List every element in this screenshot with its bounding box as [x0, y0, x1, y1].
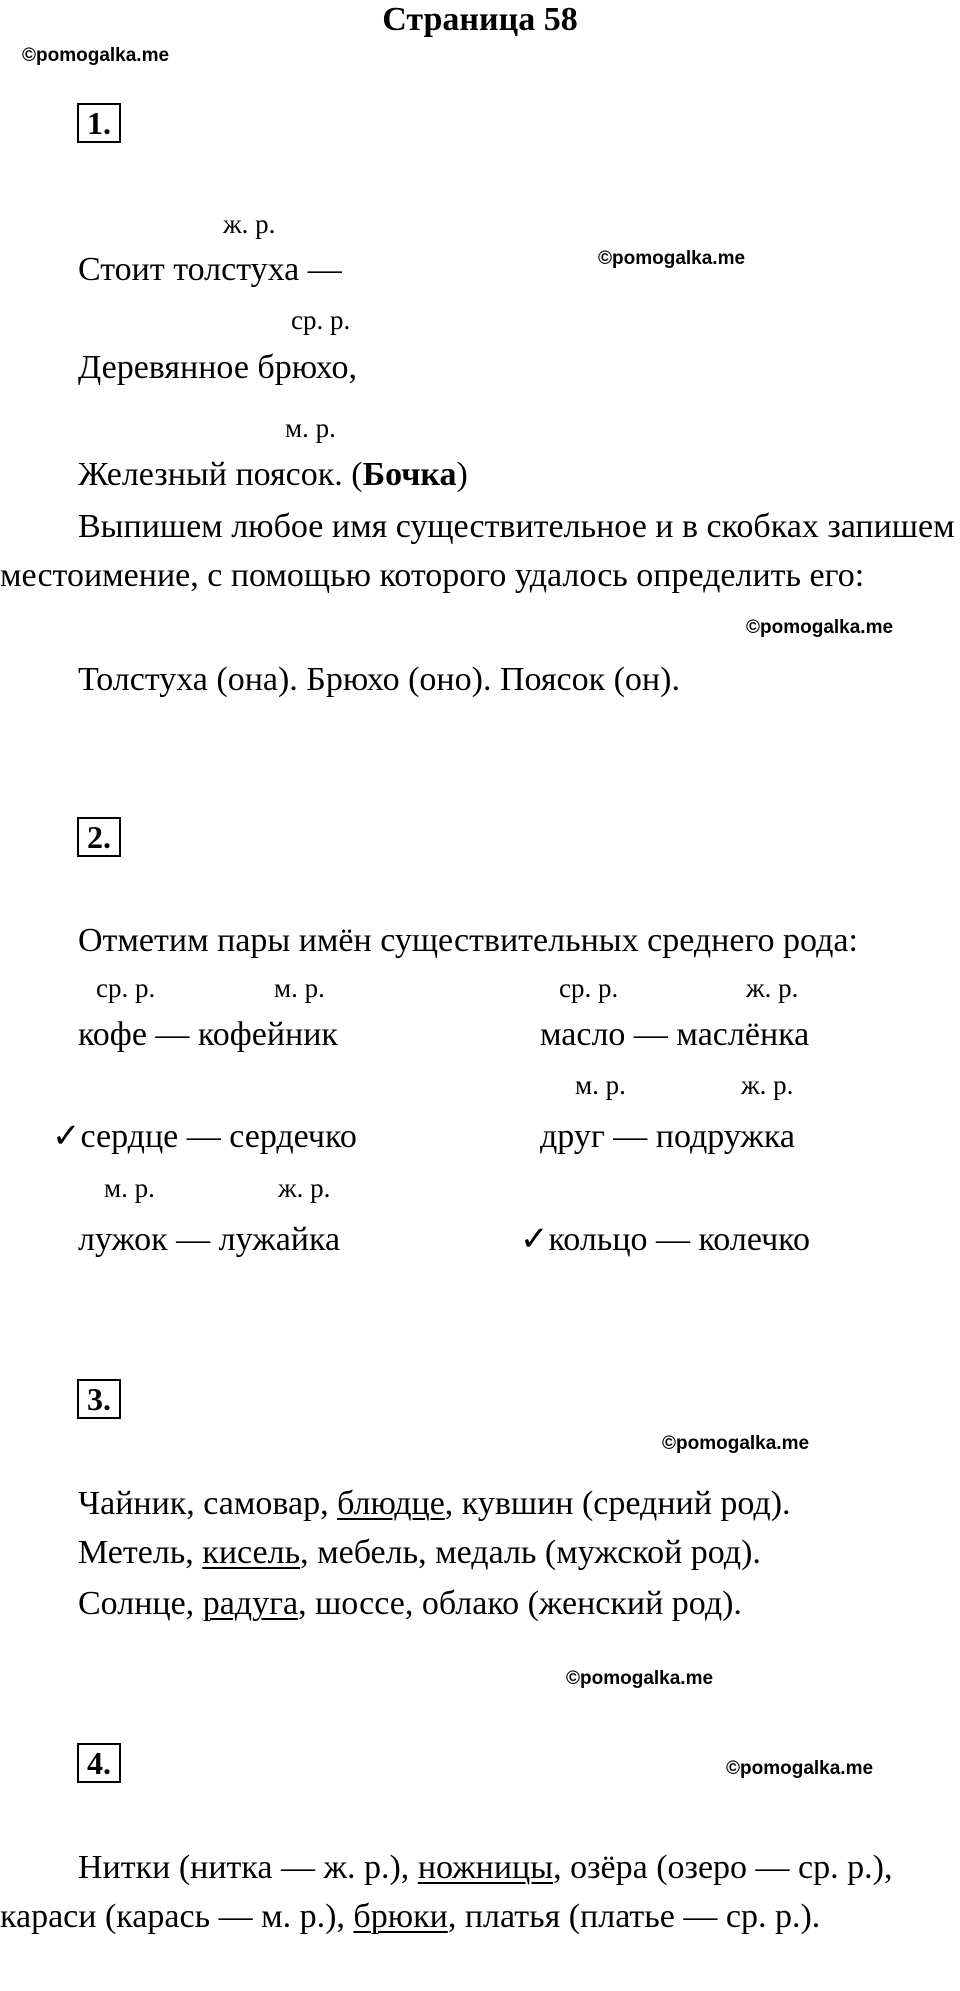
watermark: ©pomogalka.me: [598, 248, 746, 269]
gender-note: ср. р.: [291, 305, 351, 335]
gender-note: м. р.: [285, 413, 336, 443]
watermark: ©pomogalka.me: [662, 1433, 810, 1454]
watermark: ©pomogalka.me: [746, 617, 894, 638]
gender-note: ср. р.: [96, 973, 156, 1003]
poem-line: Деревянное брюхо,: [78, 349, 358, 386]
check-mark-icon: ✓: [520, 1221, 549, 1258]
underlined-word: блюдце: [337, 1485, 445, 1522]
gender-note: ж. р.: [223, 209, 276, 239]
task-3-line: Солнце, радуга, шоссе, облако (женский род).: [78, 1585, 742, 1622]
underlined-word: брюки: [353, 1898, 448, 1935]
page-title: Страница 58: [382, 1, 578, 38]
watermark: ©pomogalka.me: [566, 1668, 714, 1689]
gender-note: м. р.: [575, 1070, 626, 1100]
gender-note: ж. р.: [746, 973, 799, 1003]
task-number-1: 1.: [77, 103, 121, 143]
task-2-intro: Отметим пары имён существительных среднего рода:: [78, 922, 858, 959]
task-1-answer: Толстуха (она). Брюхо (оно). Поясок (он).: [78, 661, 680, 698]
task-1-instruction: Выпишем любое имя существительное и в скобках запишем местоимение, с помощью которого удалось определить его:: [0, 508, 955, 594]
underlined-word: кисель: [202, 1534, 301, 1571]
task-3-line: Метель, кисель, мебель, медаль (мужской род).: [78, 1534, 761, 1571]
noun-pair: ✓кольцо — колечко: [520, 1221, 810, 1258]
underlined-word: ножницы: [417, 1849, 554, 1886]
task-number-4: 4.: [77, 1743, 121, 1783]
gender-note: м. р.: [274, 973, 325, 1003]
noun-pair: ✓сердце — сердечко: [52, 1118, 357, 1155]
poem-line: Железный поясок. (Бочка): [78, 456, 468, 493]
noun-pair: кофе — кофейник: [78, 1016, 338, 1053]
task-number-2: 2.: [77, 817, 121, 857]
gender-note: м. р.: [104, 1173, 155, 1203]
gender-note: ж. р.: [741, 1070, 794, 1100]
watermark: ©pomogalka.me: [22, 45, 170, 66]
noun-pair: лужок — лужайка: [78, 1221, 341, 1258]
watermark: ©pomogalka.me: [726, 1758, 874, 1779]
underlined-word: радуга: [202, 1585, 299, 1622]
task-number-3: 3.: [77, 1379, 121, 1419]
gender-note: ср. р.: [559, 973, 619, 1003]
noun-pair: друг — подружка: [540, 1118, 795, 1155]
riddle-answer: Бочка: [362, 456, 457, 493]
poem-line: Стоит толстуха —: [78, 251, 342, 288]
task-4-text: Нитки (нитка — ж. р.), ножницы, озёра (озеро — ср. р.), караси (карась — м. р.), брюки, платья (платье — ср. р.).: [0, 1849, 893, 1935]
noun-pair: масло — маслёнка: [540, 1016, 810, 1053]
gender-note: ж. р.: [278, 1173, 331, 1203]
check-mark-icon: ✓: [52, 1118, 81, 1155]
task-3-line: Чайник, самовар, блюдце, кувшин (средний род).: [78, 1485, 791, 1522]
